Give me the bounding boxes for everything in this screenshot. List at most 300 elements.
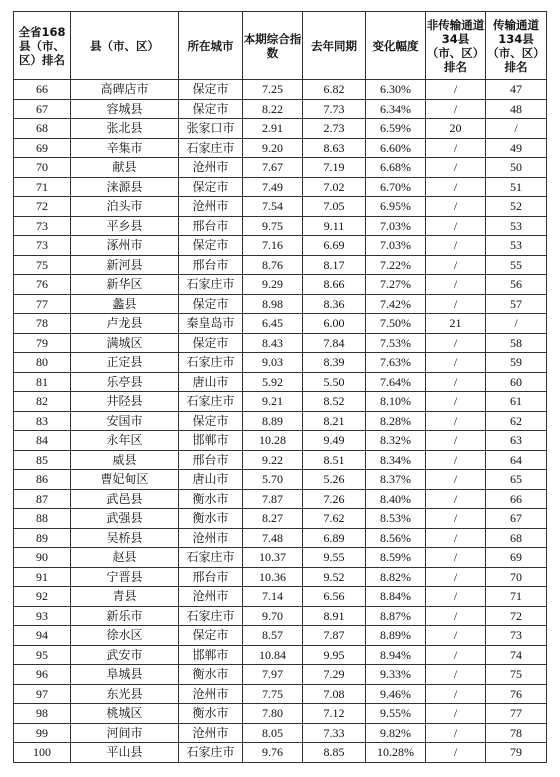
current-index-cell: 2.91 (243, 119, 303, 139)
change-rate-cell: 8.37% (366, 470, 426, 490)
change-rate-cell: 6.60% (366, 138, 426, 158)
province-rank-cell: 78 (14, 314, 71, 334)
non-channel-rank-cell: / (426, 489, 486, 509)
channel-rank-cell: 62 (486, 411, 547, 431)
county-cell: 平山县 (71, 743, 179, 763)
table-header-row (14, 12, 547, 80)
header-province-rank: 全省168县（市、区）排名 (14, 12, 71, 80)
city-cell: 衡水市 (179, 489, 243, 509)
current-index-cell: 8.43 (243, 333, 303, 353)
county-cell: 曹妃甸区 (71, 470, 179, 490)
last-year-cell: 7.05 (303, 197, 366, 217)
change-rate-cell: 7.03% (366, 236, 426, 256)
county-cell: 新河县 (71, 255, 179, 275)
current-index-cell: 7.49 (243, 177, 303, 197)
table-row (14, 138, 547, 158)
city-cell: 保定市 (179, 411, 243, 431)
current-index-cell: 6.45 (243, 314, 303, 334)
change-rate-cell: 8.94% (366, 645, 426, 665)
city-cell: 邢台市 (179, 255, 243, 275)
city-cell: 石家庄市 (179, 138, 243, 158)
last-year-cell: 9.55 (303, 548, 366, 568)
table-row (14, 509, 547, 529)
non-channel-rank-cell: / (426, 197, 486, 217)
county-cell: 赵县 (71, 548, 179, 568)
county-cell: 吴桥县 (71, 528, 179, 548)
channel-rank-cell: 58 (486, 333, 547, 353)
non-channel-rank-cell: / (426, 470, 486, 490)
county-cell: 桃城区 (71, 704, 179, 724)
province-rank-cell: 93 (14, 606, 71, 626)
last-year-cell: 8.17 (303, 255, 366, 275)
last-year-cell: 7.73 (303, 99, 366, 119)
city-cell: 沧州市 (179, 723, 243, 743)
county-cell: 东光县 (71, 684, 179, 704)
county-cell: 永年区 (71, 431, 179, 451)
city-cell: 石家庄市 (179, 743, 243, 763)
last-year-cell: 8.52 (303, 392, 366, 412)
header-change-rate: 变化幅度 (366, 12, 426, 80)
table-row (14, 294, 547, 314)
last-year-cell: 8.51 (303, 450, 366, 470)
county-cell: 乐亭县 (71, 372, 179, 392)
county-cell: 河间市 (71, 723, 179, 743)
channel-rank-cell: 53 (486, 236, 547, 256)
non-channel-rank-cell: / (426, 275, 486, 295)
city-cell: 衡水市 (179, 665, 243, 685)
non-channel-rank-cell: / (426, 509, 486, 529)
city-cell: 邯郸市 (179, 645, 243, 665)
province-rank-cell: 70 (14, 158, 71, 178)
county-cell: 容城县 (71, 99, 179, 119)
change-rate-cell: 7.50% (366, 314, 426, 334)
county-cell: 新乐市 (71, 606, 179, 626)
non-channel-rank-cell: / (426, 177, 486, 197)
current-index-cell: 7.75 (243, 684, 303, 704)
last-year-cell: 7.33 (303, 723, 366, 743)
change-rate-cell: 8.59% (366, 548, 426, 568)
current-index-cell: 9.70 (243, 606, 303, 626)
current-index-cell: 5.92 (243, 372, 303, 392)
province-rank-cell: 76 (14, 275, 71, 295)
non-channel-rank-cell: / (426, 158, 486, 178)
province-rank-cell: 79 (14, 333, 71, 353)
city-cell: 保定市 (179, 99, 243, 119)
non-channel-rank-cell: / (426, 684, 486, 704)
city-cell: 沧州市 (179, 587, 243, 607)
county-cell: 威县 (71, 450, 179, 470)
current-index-cell: 7.87 (243, 489, 303, 509)
non-channel-rank-cell: / (426, 99, 486, 119)
county-cell: 井陉县 (71, 392, 179, 412)
current-index-cell: 9.76 (243, 743, 303, 763)
current-index-cell: 9.75 (243, 216, 303, 236)
last-year-cell: 7.19 (303, 158, 366, 178)
province-rank-cell: 96 (14, 665, 71, 685)
change-rate-cell: 8.10% (366, 392, 426, 412)
table-row (14, 333, 547, 353)
non-channel-rank-cell: / (426, 587, 486, 607)
table-row (14, 392, 547, 412)
province-rank-cell: 77 (14, 294, 71, 314)
change-rate-cell: 6.34% (366, 99, 426, 119)
current-index-cell: 7.67 (243, 158, 303, 178)
last-year-cell: 8.85 (303, 743, 366, 763)
last-year-cell: 7.02 (303, 177, 366, 197)
county-cell: 新华区 (71, 275, 179, 295)
non-channel-rank-cell: / (426, 372, 486, 392)
last-year-cell: 6.82 (303, 80, 366, 100)
table-row (14, 80, 547, 100)
header-county: 县（市、区） (71, 12, 179, 80)
non-channel-rank-cell: / (426, 216, 486, 236)
table-row (14, 99, 547, 119)
table-row (14, 158, 547, 178)
change-rate-cell: 7.63% (366, 353, 426, 373)
channel-rank-cell: 68 (486, 528, 547, 548)
channel-rank-cell: / (486, 314, 547, 334)
province-rank-cell: 87 (14, 489, 71, 509)
city-cell: 保定市 (179, 236, 243, 256)
city-cell: 秦皇岛市 (179, 314, 243, 334)
province-rank-cell: 89 (14, 528, 71, 548)
change-rate-cell: 9.82% (366, 723, 426, 743)
non-channel-rank-cell: / (426, 567, 486, 587)
current-index-cell: 7.14 (243, 587, 303, 607)
county-cell: 正定县 (71, 353, 179, 373)
channel-rank-cell: 59 (486, 353, 547, 373)
table-body (14, 80, 547, 763)
change-rate-cell: 8.28% (366, 411, 426, 431)
change-rate-cell: 8.89% (366, 626, 426, 646)
city-cell: 沧州市 (179, 528, 243, 548)
county-cell: 安国市 (71, 411, 179, 431)
province-rank-cell: 92 (14, 587, 71, 607)
non-channel-rank-cell: / (426, 528, 486, 548)
province-rank-cell: 72 (14, 197, 71, 217)
last-year-cell: 7.29 (303, 665, 366, 685)
channel-rank-cell: 57 (486, 294, 547, 314)
non-channel-rank-cell: / (426, 626, 486, 646)
current-index-cell: 7.25 (243, 80, 303, 100)
channel-rank-cell: 79 (486, 743, 547, 763)
change-rate-cell: 7.53% (366, 333, 426, 353)
city-cell: 石家庄市 (179, 353, 243, 373)
last-year-cell: 7.26 (303, 489, 366, 509)
non-channel-rank-cell: / (426, 333, 486, 353)
current-index-cell: 9.03 (243, 353, 303, 373)
city-cell: 石家庄市 (179, 275, 243, 295)
province-rank-cell: 75 (14, 255, 71, 275)
city-cell: 邯郸市 (179, 431, 243, 451)
current-index-cell: 7.48 (243, 528, 303, 548)
table-row (14, 684, 547, 704)
current-index-cell: 9.29 (243, 275, 303, 295)
province-rank-cell: 68 (14, 119, 71, 139)
non-channel-rank-cell: / (426, 411, 486, 431)
current-index-cell: 7.80 (243, 704, 303, 724)
header-last-year: 去年同期 (303, 12, 366, 80)
change-rate-cell: 7.42% (366, 294, 426, 314)
non-channel-rank-cell: / (426, 392, 486, 412)
city-cell: 石家庄市 (179, 392, 243, 412)
change-rate-cell: 7.22% (366, 255, 426, 275)
current-index-cell: 8.57 (243, 626, 303, 646)
non-channel-rank-cell: / (426, 704, 486, 724)
channel-rank-cell: 72 (486, 606, 547, 626)
channel-rank-cell: 64 (486, 450, 547, 470)
change-rate-cell: 8.53% (366, 509, 426, 529)
non-channel-rank-cell: / (426, 255, 486, 275)
current-index-cell: 8.98 (243, 294, 303, 314)
channel-rank-cell: 73 (486, 626, 547, 646)
non-channel-rank-cell: / (426, 80, 486, 100)
province-rank-cell: 84 (14, 431, 71, 451)
province-rank-cell: 88 (14, 509, 71, 529)
ranking-table-container (13, 11, 547, 763)
change-rate-cell: 9.33% (366, 665, 426, 685)
county-cell: 辛集市 (71, 138, 179, 158)
city-cell: 保定市 (179, 626, 243, 646)
province-rank-cell: 66 (14, 80, 71, 100)
current-index-cell: 9.21 (243, 392, 303, 412)
table-row (14, 431, 547, 451)
non-channel-rank-cell: / (426, 665, 486, 685)
channel-rank-cell: 69 (486, 548, 547, 568)
change-rate-cell: 8.56% (366, 528, 426, 548)
channel-rank-cell: 56 (486, 275, 547, 295)
change-rate-cell: 6.59% (366, 119, 426, 139)
header-city: 所在城市 (179, 12, 243, 80)
province-rank-cell: 97 (14, 684, 71, 704)
non-channel-rank-cell: 21 (426, 314, 486, 334)
table-row (14, 275, 547, 295)
current-index-cell: 10.28 (243, 431, 303, 451)
city-cell: 石家庄市 (179, 548, 243, 568)
county-cell: 武邑县 (71, 489, 179, 509)
current-index-cell: 9.22 (243, 450, 303, 470)
last-year-cell: 9.11 (303, 216, 366, 236)
change-rate-cell: 9.55% (366, 704, 426, 724)
change-rate-cell: 6.68% (366, 158, 426, 178)
province-rank-cell: 94 (14, 626, 71, 646)
channel-rank-cell: 63 (486, 431, 547, 451)
table-row (14, 450, 547, 470)
current-index-cell: 8.89 (243, 411, 303, 431)
table-row (14, 626, 547, 646)
change-rate-cell: 6.30% (366, 80, 426, 100)
change-rate-cell: 8.34% (366, 450, 426, 470)
city-cell: 保定市 (179, 177, 243, 197)
change-rate-cell: 6.70% (366, 177, 426, 197)
table-row (14, 470, 547, 490)
channel-rank-cell: 74 (486, 645, 547, 665)
province-rank-cell: 100 (14, 743, 71, 763)
change-rate-cell: 8.82% (366, 567, 426, 587)
change-rate-cell: 7.03% (366, 216, 426, 236)
channel-rank-cell: 78 (486, 723, 547, 743)
table-row (14, 548, 547, 568)
county-cell: 泊头市 (71, 197, 179, 217)
current-index-cell: 7.97 (243, 665, 303, 685)
last-year-cell: 8.39 (303, 353, 366, 373)
change-rate-cell: 6.95% (366, 197, 426, 217)
province-rank-cell: 67 (14, 99, 71, 119)
table-row (14, 489, 547, 509)
last-year-cell: 7.87 (303, 626, 366, 646)
channel-rank-cell: 52 (486, 197, 547, 217)
channel-rank-cell: 77 (486, 704, 547, 724)
last-year-cell: 5.26 (303, 470, 366, 490)
table-row (14, 606, 547, 626)
header-non-channel-rank: 非传输通道34县（市、区）排名 (426, 12, 486, 80)
channel-rank-cell: / (486, 119, 547, 139)
province-rank-cell: 91 (14, 567, 71, 587)
channel-rank-cell: 66 (486, 489, 547, 509)
non-channel-rank-cell: / (426, 431, 486, 451)
channel-rank-cell: 75 (486, 665, 547, 685)
province-rank-cell: 90 (14, 548, 71, 568)
channel-rank-cell: 50 (486, 158, 547, 178)
current-index-cell: 8.27 (243, 509, 303, 529)
table-row (14, 236, 547, 256)
last-year-cell: 8.91 (303, 606, 366, 626)
last-year-cell: 8.66 (303, 275, 366, 295)
current-index-cell: 9.20 (243, 138, 303, 158)
current-index-cell: 10.37 (243, 548, 303, 568)
table-row (14, 645, 547, 665)
non-channel-rank-cell: / (426, 294, 486, 314)
county-cell: 宁晋县 (71, 567, 179, 587)
city-cell: 保定市 (179, 294, 243, 314)
header-channel-rank: 传输通道134县（市、区）排名 (486, 12, 547, 80)
province-rank-cell: 98 (14, 704, 71, 724)
non-channel-rank-cell: 20 (426, 119, 486, 139)
channel-rank-cell: 76 (486, 684, 547, 704)
current-index-cell: 7.16 (243, 236, 303, 256)
last-year-cell: 6.69 (303, 236, 366, 256)
non-channel-rank-cell: / (426, 548, 486, 568)
non-channel-rank-cell: / (426, 723, 486, 743)
county-cell: 张北县 (71, 119, 179, 139)
county-cell: 徐水区 (71, 626, 179, 646)
last-year-cell: 7.62 (303, 509, 366, 529)
city-cell: 邢台市 (179, 567, 243, 587)
city-cell: 石家庄市 (179, 606, 243, 626)
city-cell: 唐山市 (179, 470, 243, 490)
table-row (14, 704, 547, 724)
table-row (14, 216, 547, 236)
non-channel-rank-cell: / (426, 743, 486, 763)
county-cell: 青县 (71, 587, 179, 607)
change-rate-cell: 7.64% (366, 372, 426, 392)
county-cell: 武安市 (71, 645, 179, 665)
city-cell: 衡水市 (179, 509, 243, 529)
channel-rank-cell: 61 (486, 392, 547, 412)
channel-rank-cell: 67 (486, 509, 547, 529)
table-row (14, 567, 547, 587)
last-year-cell: 9.95 (303, 645, 366, 665)
table-row (14, 255, 547, 275)
province-rank-cell: 86 (14, 470, 71, 490)
city-cell: 衡水市 (179, 704, 243, 724)
city-cell: 保定市 (179, 333, 243, 353)
change-rate-cell: 8.40% (366, 489, 426, 509)
province-rank-cell: 82 (14, 392, 71, 412)
table-row (14, 665, 547, 685)
last-year-cell: 9.52 (303, 567, 366, 587)
last-year-cell: 8.63 (303, 138, 366, 158)
province-rank-cell: 85 (14, 450, 71, 470)
current-index-cell: 5.70 (243, 470, 303, 490)
last-year-cell: 7.84 (303, 333, 366, 353)
current-index-cell: 8.22 (243, 99, 303, 119)
city-cell: 邢台市 (179, 450, 243, 470)
last-year-cell: 8.36 (303, 294, 366, 314)
province-rank-cell: 80 (14, 353, 71, 373)
non-channel-rank-cell: / (426, 606, 486, 626)
last-year-cell: 5.50 (303, 372, 366, 392)
city-cell: 沧州市 (179, 684, 243, 704)
table-row (14, 528, 547, 548)
county-cell: 蠡县 (71, 294, 179, 314)
province-rank-cell: 95 (14, 645, 71, 665)
current-index-cell: 10.84 (243, 645, 303, 665)
last-year-cell: 6.00 (303, 314, 366, 334)
table-row (14, 372, 547, 392)
channel-rank-cell: 48 (486, 99, 547, 119)
province-rank-cell: 83 (14, 411, 71, 431)
county-cell: 高碑店市 (71, 80, 179, 100)
county-ranking-table (13, 11, 547, 763)
city-cell: 邢台市 (179, 216, 243, 236)
table-row (14, 743, 547, 763)
table-row (14, 314, 547, 334)
last-year-cell: 8.21 (303, 411, 366, 431)
current-index-cell: 7.54 (243, 197, 303, 217)
current-index-cell: 10.36 (243, 567, 303, 587)
province-rank-cell: 73 (14, 216, 71, 236)
county-cell: 献县 (71, 158, 179, 178)
province-rank-cell: 69 (14, 138, 71, 158)
channel-rank-cell: 65 (486, 470, 547, 490)
change-rate-cell: 8.32% (366, 431, 426, 451)
change-rate-cell: 8.84% (366, 587, 426, 607)
channel-rank-cell: 55 (486, 255, 547, 275)
last-year-cell: 6.56 (303, 587, 366, 607)
county-cell: 卢龙县 (71, 314, 179, 334)
county-cell: 武强县 (71, 509, 179, 529)
current-index-cell: 8.76 (243, 255, 303, 275)
change-rate-cell: 7.27% (366, 275, 426, 295)
non-channel-rank-cell: / (426, 353, 486, 373)
table-row (14, 353, 547, 373)
county-cell: 涿州市 (71, 236, 179, 256)
current-index-cell: 8.05 (243, 723, 303, 743)
county-cell: 平乡县 (71, 216, 179, 236)
table-row (14, 723, 547, 743)
non-channel-rank-cell: / (426, 645, 486, 665)
channel-rank-cell: 51 (486, 177, 547, 197)
change-rate-cell: 9.46% (366, 684, 426, 704)
change-rate-cell: 10.28% (366, 743, 426, 763)
last-year-cell: 2.73 (303, 119, 366, 139)
non-channel-rank-cell: / (426, 138, 486, 158)
city-cell: 张家口市 (179, 119, 243, 139)
city-cell: 沧州市 (179, 158, 243, 178)
table-row (14, 587, 547, 607)
table-row (14, 197, 547, 217)
